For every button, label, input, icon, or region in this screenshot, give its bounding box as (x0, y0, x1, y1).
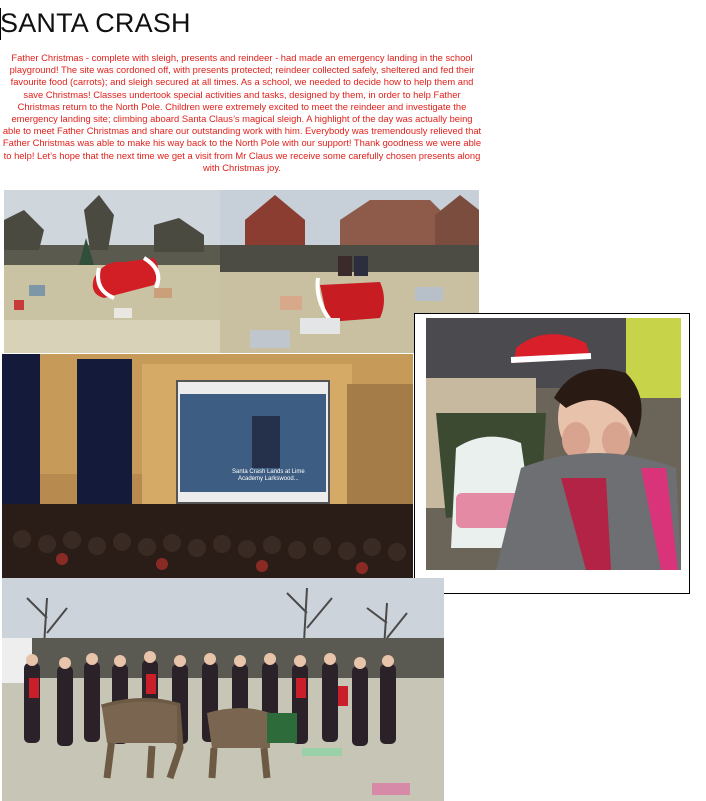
reindeer-group-photo (2, 578, 444, 801)
sleigh-crash-site-photo (4, 190, 221, 353)
excited-girl-photo (426, 318, 681, 570)
intro-paragraph: Father Christmas - complete with sleigh, presents and reindeer - had made an emergency landing in the school playground! The site was cordoned off, with presents protected; reindeer collected safely, sheltered and fed their favourite food (carrots); and sleigh secured at all times. As a school, we needed to decide how to help them and save Christmas! Classes undertook special activities and tasks, designed by them, in order to help Father Christmas return to the North Pole. Children were extremely excited to meet the reindeer and investigate the emergency landing site; climbing aboard Santa Claus’s magical sleigh. A highlight of the day was actually being able to meet Father Christmas and share our outstanding work with him. Everybody was tremendously relieved that Father Christmas was able to make his way back to the North Pole with our support! Thank goodness we were able to help! Let’s hope that the next time we get a visit from Mr Claus we receive some carefully chosen presents along with Christmas joy. (2, 52, 482, 173)
page-title: SANTA CRASH (0, 8, 191, 38)
hall-screen-caption-2: Academy Larkswood... (238, 476, 299, 482)
hall-screen-caption-1: Santa Crash Lands at Lime (232, 469, 305, 475)
assembly-hall-photo (2, 354, 413, 578)
